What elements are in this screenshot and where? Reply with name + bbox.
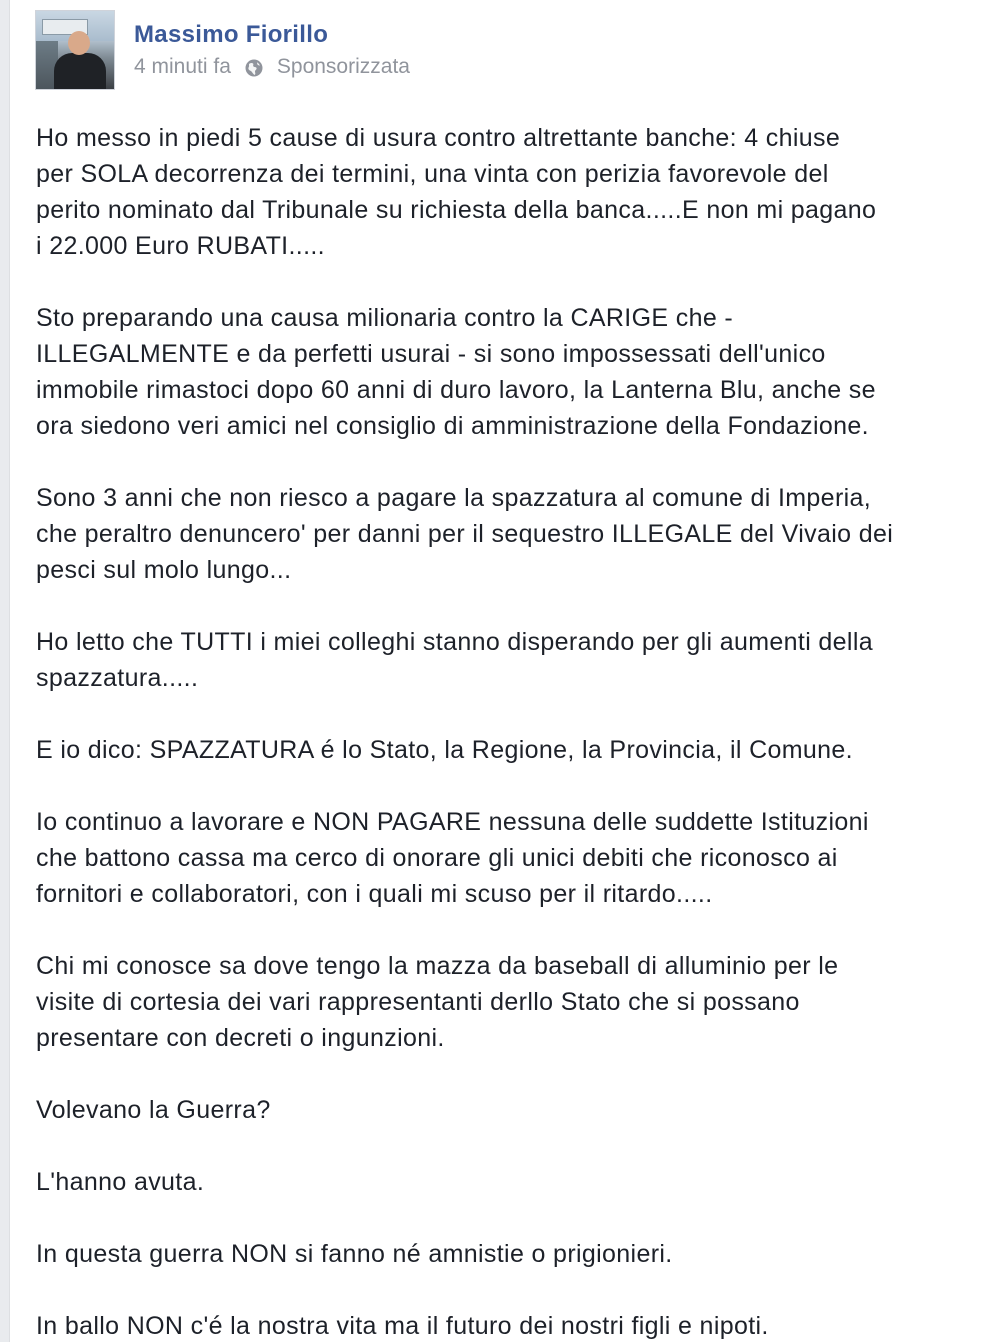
post-timestamp[interactable]: 4 minuti fa bbox=[134, 55, 231, 78]
post-paragraph bbox=[36, 1092, 984, 1128]
post-paragraph bbox=[36, 120, 984, 264]
post-meta bbox=[134, 54, 410, 80]
post-text-line: che peraltro denuncero' per danni per il sequestro ILLEGALE del Vivaio dei bbox=[36, 520, 894, 548]
post-text-line: immobile rimastoci dopo 60 anni di duro lavoro, la Lanterna Blu, anche se bbox=[36, 376, 876, 404]
post-text-line: Ho letto che TUTTI i miei colleghi stanno disperando per gli aumenti della bbox=[36, 628, 873, 656]
post-text-line: spazzatura..... bbox=[36, 664, 199, 692]
sponsored-label[interactable]: Sponsorizzata bbox=[276, 55, 410, 78]
post-text-line: Sono 3 anni che non riesco a pagare la spazzatura al comune di Imperia, bbox=[36, 484, 872, 512]
post-text-line: L'hanno avuta. bbox=[36, 1168, 205, 1196]
post-text-line: Io continuo a lavorare e NON PAGARE nessuna delle suddette Istituzioni bbox=[36, 808, 869, 836]
post-paragraph bbox=[36, 480, 984, 588]
post-paragraph bbox=[36, 1164, 984, 1200]
post-text-line: perito nominato dal Tribunale su richiesta della banca.....E non mi pagano bbox=[36, 196, 877, 224]
post-text-line: In questa guerra NON si fanno né amnistie o prigionieri. bbox=[36, 1240, 673, 1268]
post-body bbox=[36, 120, 984, 1342]
post-text-line: Sto preparando una causa milionaria contro la CARIGE che - bbox=[36, 304, 734, 332]
author-name-link[interactable]: Massimo Fiorillo bbox=[134, 21, 329, 48]
post-text-line: che battono cassa ma cerco di onorare gli unici debiti che riconosco ai bbox=[36, 844, 838, 872]
post-text-line: per SOLA decorrenza dei termini, una vinta con perizia favorevole del bbox=[36, 160, 829, 188]
avatar-person-head bbox=[68, 31, 90, 55]
post-text-line: i 22.000 Euro RUBATI..... bbox=[36, 232, 325, 260]
post-text-line: In ballo NON c'é la nostra vita ma il futuro dei nostri figli e nipoti. bbox=[36, 1312, 769, 1340]
post-paragraph bbox=[36, 1308, 984, 1342]
post-text-line: Chi mi conosce sa dove tengo la mazza da baseball di alluminio per le bbox=[36, 952, 839, 980]
header-text bbox=[134, 10, 410, 80]
avatar-person-body bbox=[54, 53, 106, 90]
post-text-line: fornitori e collaboratori, con i quali mi scuso per il ritardo..... bbox=[36, 880, 713, 908]
post-text-line: Ho messo in piedi 5 cause di usura contro altrettante banche: 4 chiuse bbox=[36, 124, 841, 152]
post-text-line: ora siedono veri amici nel consiglio di amministrazione della Fondazione. bbox=[36, 412, 869, 440]
post-paragraph bbox=[36, 732, 984, 768]
post-text-line: visite di cortesia dei vari rappresentanti derllo Stato che si possano bbox=[36, 988, 800, 1016]
post-card bbox=[9, 0, 984, 1342]
post-text-line: ILLEGALMENTE e da perfetti usurai - si sono impossessati dell'unico bbox=[36, 340, 826, 368]
post-paragraph bbox=[36, 1236, 984, 1272]
post-paragraph bbox=[36, 624, 984, 696]
post-text-line: pesci sul molo lungo... bbox=[36, 556, 292, 584]
author-avatar[interactable] bbox=[35, 10, 115, 90]
post-text-line: presentare con decreti o ingunzioni. bbox=[36, 1024, 445, 1052]
globe-icon[interactable] bbox=[245, 58, 263, 76]
post-paragraph bbox=[36, 948, 984, 1056]
post-paragraph bbox=[36, 300, 984, 444]
post-text-line: E io dico: SPAZZATURA é lo Stato, la Regione, la Provincia, il Comune. bbox=[36, 736, 853, 764]
post-text-line: Volevano la Guerra? bbox=[36, 1096, 271, 1124]
post-paragraph bbox=[36, 804, 984, 912]
post-header bbox=[35, 10, 410, 92]
